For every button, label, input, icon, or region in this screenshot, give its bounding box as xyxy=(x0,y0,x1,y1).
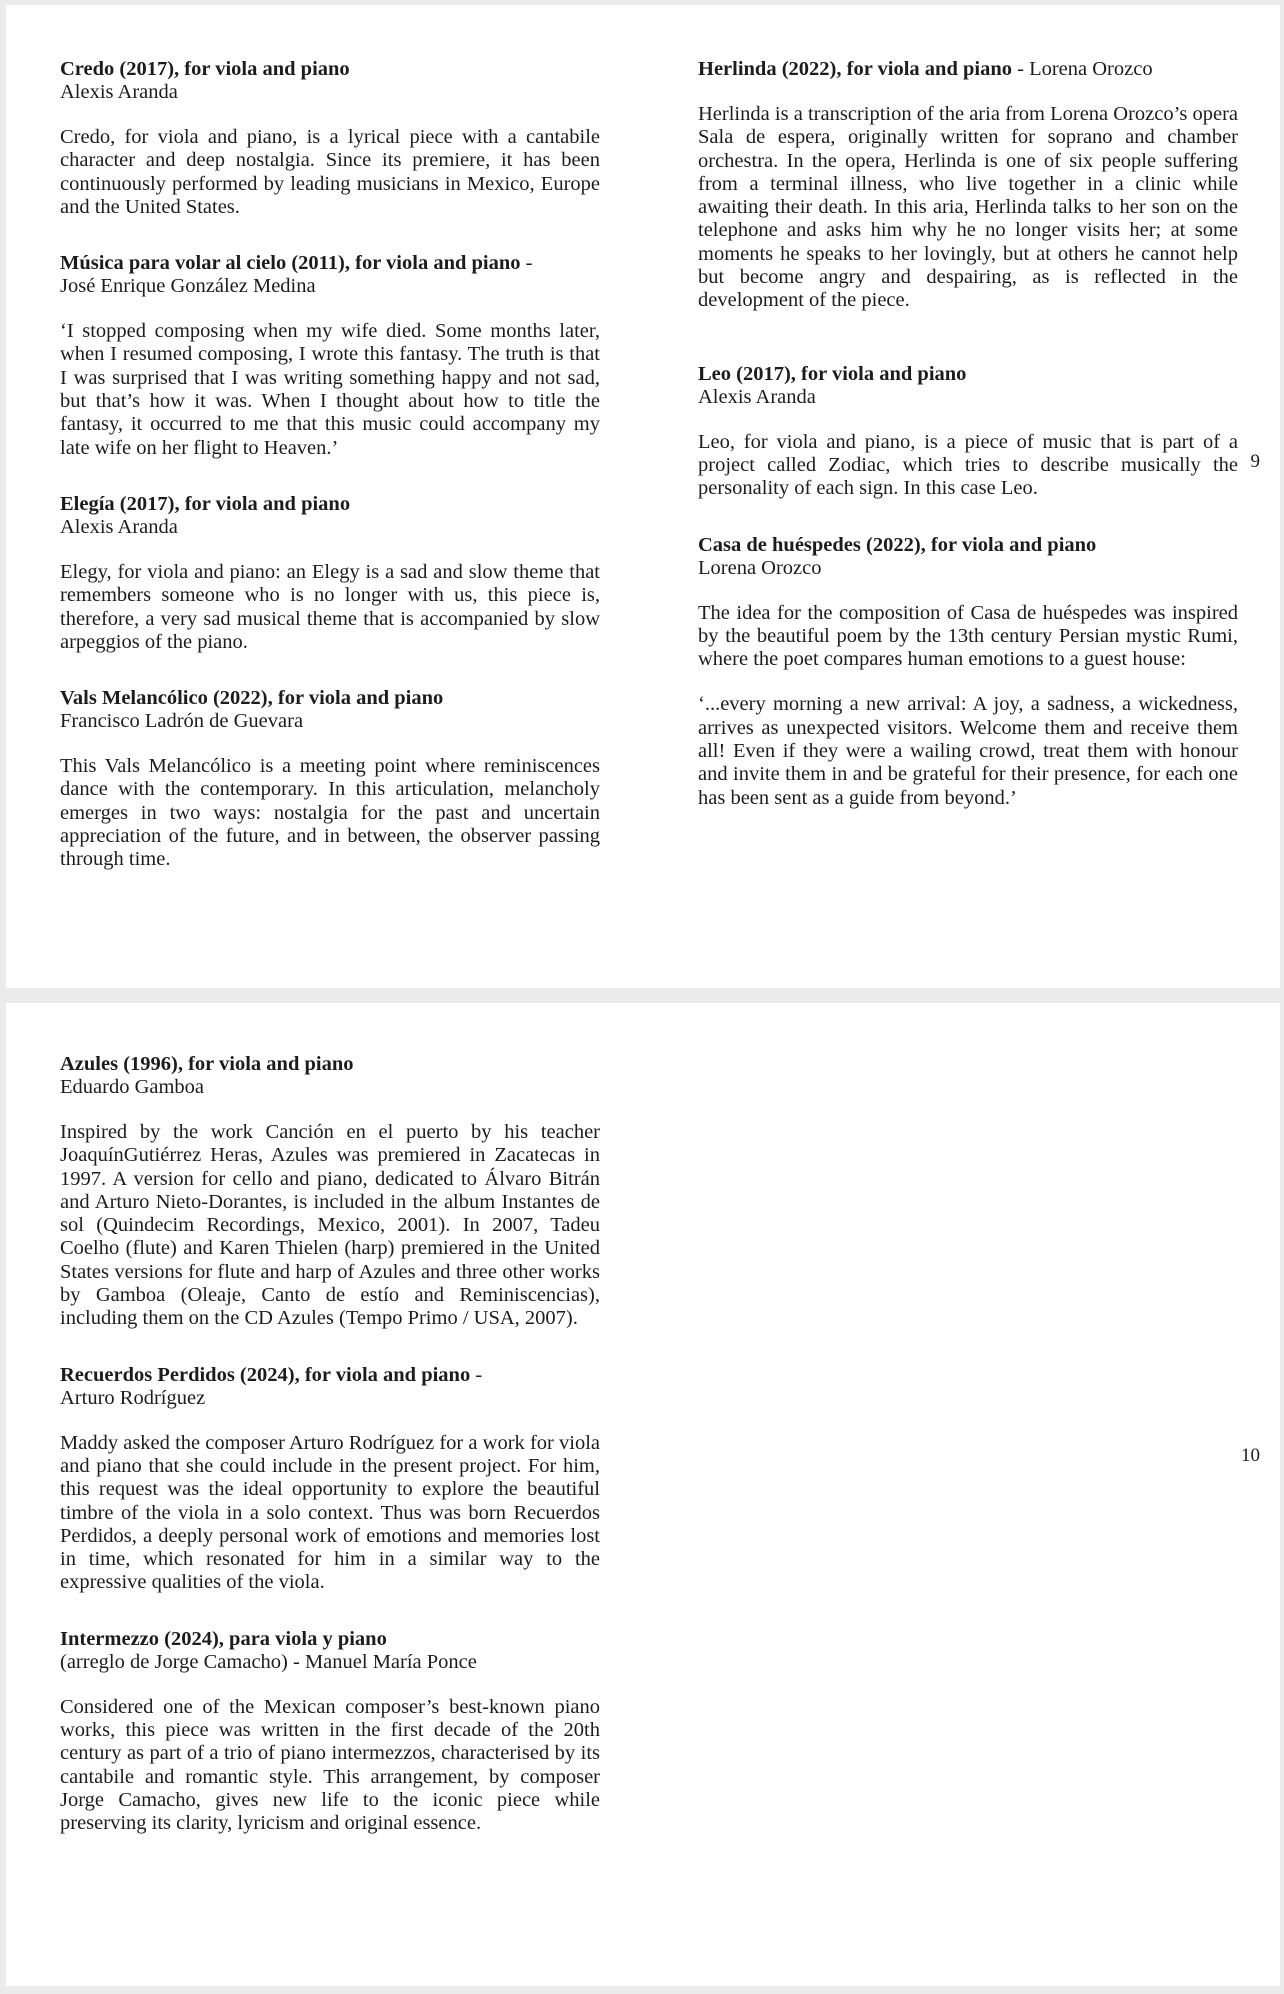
piece-title: Casa de huéspedes (2022), for viola and piano xyxy=(698,533,1097,556)
right-column xyxy=(698,58,1238,843)
note-body xyxy=(60,1432,600,1595)
program-note-credo xyxy=(60,58,600,219)
note-paragraph: Considered one of the Mexican composer’s best-known piano works, this piece was written in the first decade of the 20th century as part of a trio of piano intermezzos, characterised by its cantabile and romantic style. This arrangement, by composer Jorge Camacho, gives new life to the iconic piece while preserving its clarity, lyricism and original essence. xyxy=(60,1695,600,1835)
title-separator: - xyxy=(1012,58,1030,80)
program-note-casa-de-huespedes xyxy=(698,534,1238,810)
composer-name: Alexis Aranda xyxy=(698,385,816,408)
note-body xyxy=(60,561,600,654)
program-note-vals-melancolico xyxy=(60,687,600,871)
composer-name: (arreglo de Jorge Camacho) - Manuel María Ponce xyxy=(60,1650,477,1673)
program-note-recuerdos-perdidos xyxy=(60,1364,600,1595)
composer-name: Eduardo Gamboa xyxy=(60,1076,205,1098)
note-body xyxy=(698,431,1238,501)
page-9 xyxy=(6,5,1280,988)
note-paragraph: Inspired by the work Canción en el puerto by his teacher JoaquínGutiérrez Heras, Azules was premiered in Zacatecas in 1997. A version for cello and piano, dedicated to Álvaro Bitrán and Arturo Nieto-Dorantes, is included in the album Instantes de sol (Quindecim Recordings, Mexico, 2001). In 2007, Tadeu Coelho (flute) and Karen Thielen (harp) premiered in the United States versions for flute and harp of Azules and three other works by Gamboa (Oleaje, Canto de estío and Reminiscencias), including them on the CD Azules (Tempo Primo / USA, 2007). xyxy=(60,1121,600,1330)
program-note-musica-para-volar xyxy=(60,252,600,460)
note-body xyxy=(60,1121,600,1331)
poem-quote: ‘...every morning a new arrival: A joy, a sadness, a wickedness, arrives as unexpected visitors. Welcome them and receive them all! Even if they were a wailing crowd, treat them with honour and invite them in and be grateful for their presence, for each one has been sent as a guide from beyond.’ xyxy=(698,693,1238,809)
note-body xyxy=(60,126,600,219)
piece-title: Azules (1996), for viola and piano xyxy=(60,1053,354,1075)
piece-title xyxy=(60,1364,600,1387)
piece-title-text: Música para volar al cielo (2011), for viola and piano xyxy=(60,252,521,275)
composer-name: Lorena Orozco xyxy=(698,556,822,579)
left-column xyxy=(60,58,600,905)
piece-title: Elegía (2017), for viola and piano xyxy=(60,492,351,515)
note-body xyxy=(698,103,1238,313)
piece-title: Credo (2017), for viola and piano xyxy=(60,58,350,80)
title-separator: - xyxy=(470,1363,483,1386)
composer-name: Alexis Aranda xyxy=(60,81,178,103)
piece-title xyxy=(698,58,1238,81)
piece-title xyxy=(60,252,600,275)
note-paragraph: Elegy, for viola and piano: an Elegy is a sad and slow theme that remembers someone who is no longer with us, this piece is, therefore, a very sad musical theme that is accompanied by slow arpeggios of the piano. xyxy=(60,560,600,653)
page-number: 9 xyxy=(1250,451,1260,472)
piece-title-text: Herlinda (2022), for viola and piano xyxy=(698,58,1012,80)
program-note-herlinda xyxy=(698,58,1238,313)
page-number: 10 xyxy=(1241,1445,1260,1466)
note-body xyxy=(60,755,600,871)
piece-title-text: Recuerdos Perdidos (2024), for viola and piano xyxy=(60,1363,471,1386)
composer-name: Lorena Orozco xyxy=(1029,58,1153,80)
note-paragraph: Herlinda is a transcription of the aria from Lorena Orozco’s opera Sala de espera, originally written for soprano and chamber orchestra. In the opera, Herlinda is one of six people suffering from a terminal illness, who live together in a clinic while awaiting their death. In this aria, Herlinda talks to her son on the telephone and asks him why he no longer visits her; at some moments he speaks to her lovingly, but at others he cannot help but become angry and despairing, as is reflected in the development of the piece. xyxy=(698,103,1238,312)
page-10 xyxy=(6,1003,1280,1986)
note-body xyxy=(60,320,600,460)
piece-title: Leo (2017), for viola and piano xyxy=(698,362,967,385)
composer-name: Arturo Rodríguez xyxy=(60,1386,206,1409)
left-column xyxy=(60,1053,600,1869)
composer-name: Francisco Ladrón de Guevara xyxy=(60,710,304,733)
note-paragraph: This Vals Melancólico is a meeting point where reminiscences dance with the contemporary. In this articulation, melancholy emerges in two ways: nostalgia for the past and uncertain appreciation of the future, and in between, the observer passing through time. xyxy=(60,755,600,871)
note-paragraph: The idea for the composition of Casa de huéspedes was inspired by the beautiful poem by the 13th century Persian mystic Rumi, where the poet compares human emotions to a guest house: xyxy=(698,601,1238,671)
title-separator: - xyxy=(520,252,533,275)
composer-name: Alexis Aranda xyxy=(60,515,178,538)
note-body xyxy=(698,602,1238,810)
program-note-elegia xyxy=(60,493,600,654)
program-note-intermezzo xyxy=(60,1628,600,1836)
composer-name: José Enrique González Medina xyxy=(60,275,316,298)
note-paragraph: Leo, for viola and piano, is a piece of music that is part of a project called Zodiac, which tries to describe musically the personality of each sign. In this case Leo. xyxy=(698,430,1238,500)
note-paragraph: ‘I stopped composing when my wife died. Some months later, when I resumed composing, I wrote this fantasy. The truth is that I was surprised that I was writing something happy and not sad, but that’s how it was. When I thought about how to title the fantasy, it occurred to me that this music could accompany my late wife on her flight to Heaven.’ xyxy=(60,320,600,459)
program-note-azules xyxy=(60,1053,600,1331)
note-body xyxy=(60,1696,600,1836)
program-note-leo xyxy=(698,363,1238,501)
note-paragraph: Credo, for viola and piano, is a lyrical piece with a cantabile character and deep nostalgia. Since its premiere, it has been continuously performed by leading musicians in Mexico, Europe and the United States. xyxy=(60,126,600,218)
piece-title: Vals Melancólico (2022), for viola and piano xyxy=(60,687,444,710)
note-paragraph: Maddy asked the composer Arturo Rodríguez for a work for viola and piano that she could include in the present project. For him, this request was the ideal opportunity to explore the beautiful timbre of the viola in a solo context. Thus was born Recuerdos Perdidos, a deeply personal work of emotions and memories lost in time, which resonated for him in a similar way to the expressive qualities of the viola. xyxy=(60,1431,600,1594)
piece-title: Intermezzo (2024), para viola y piano xyxy=(60,1627,387,1650)
